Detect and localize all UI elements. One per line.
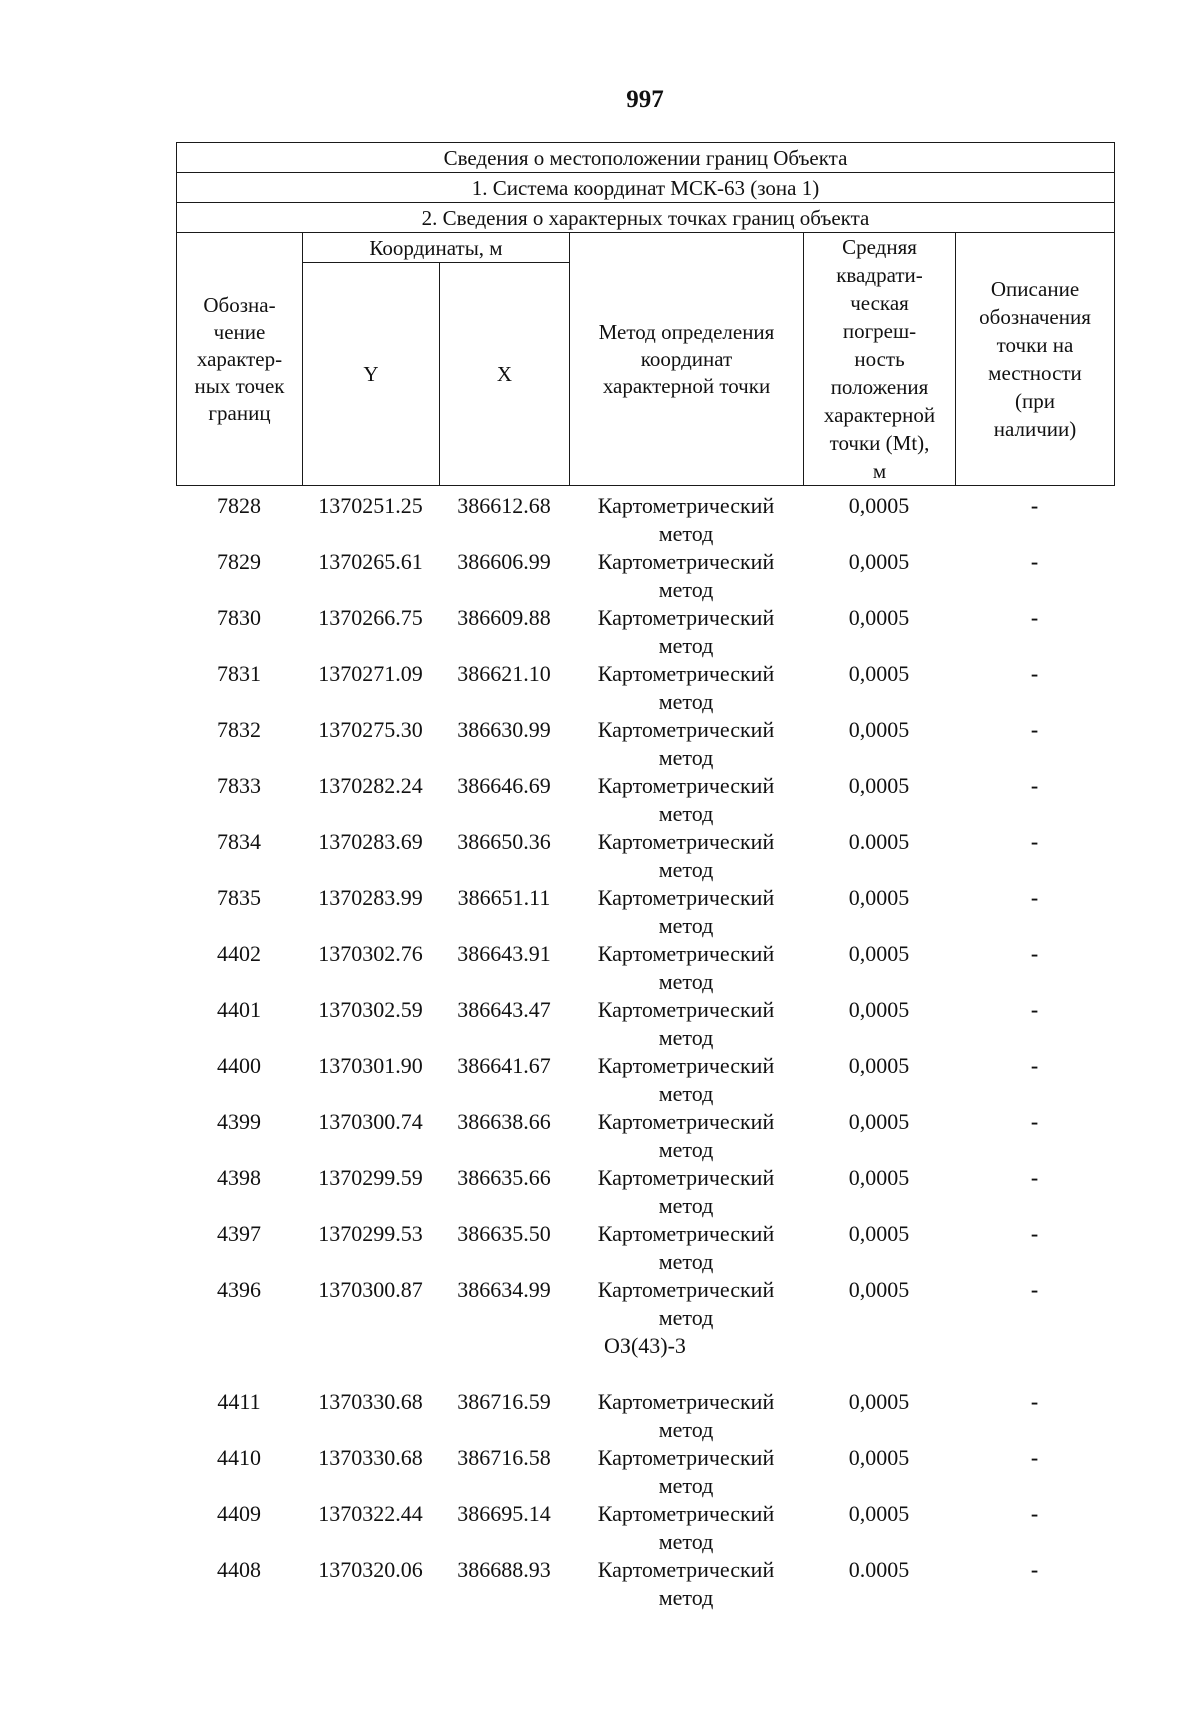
points-table <box>176 492 1114 1612</box>
point-id-cell: 4401 <box>217 997 261 1022</box>
description-cell: - <box>1030 1053 1039 1078</box>
column-header-method: Метод определения координат характерной точки <box>570 233 804 486</box>
method-cell: Картометрический метод <box>597 941 775 994</box>
method-cell: Картометрический метод <box>597 885 775 938</box>
coordinate-x-cell: 386716.59 <box>457 1389 551 1414</box>
table-row <box>176 1276 1114 1332</box>
point-id-cell: 4402 <box>217 941 261 966</box>
point-id-cell: 7832 <box>217 717 261 742</box>
table-row <box>176 1444 1114 1500</box>
coordinate-x-cell: 386621.10 <box>457 661 551 686</box>
point-id-cell: 7834 <box>217 829 261 854</box>
method-cell: Картометрический метод <box>597 493 775 546</box>
table-row <box>176 1108 1114 1164</box>
description-cell: - <box>1030 549 1039 574</box>
coordinate-y-cell: 1370299.59 <box>318 1165 423 1190</box>
method-cell: Картометрический метод <box>597 661 775 714</box>
coordinate-x-cell: 386612.68 <box>457 493 551 518</box>
page-number: 997 <box>626 86 664 113</box>
method-cell: Картометрический метод <box>597 829 775 882</box>
coordinate-x-cell: 386643.91 <box>457 941 551 966</box>
coordinate-x-cell: 386609.88 <box>457 605 551 630</box>
description-cell: - <box>1030 885 1039 910</box>
point-id-cell: 4411 <box>217 1389 261 1414</box>
table-row <box>176 716 1114 772</box>
method-cell: Картометрический метод <box>597 1277 775 1330</box>
coordinate-y-cell: 1370322.44 <box>318 1501 423 1526</box>
table-title: Сведения о местоположении границ Объекта <box>177 143 1115 173</box>
description-cell: - <box>1030 941 1039 966</box>
coordinate-x-cell: 386646.69 <box>457 773 551 798</box>
coordinate-x-cell: 386716.58 <box>457 1445 551 1470</box>
method-cell: Картометрический метод <box>597 1165 775 1218</box>
coordinate-y-cell: 1370330.68 <box>318 1445 423 1470</box>
coordinate-y-cell: 1370299.53 <box>318 1221 423 1246</box>
error-cell: 0,0005 <box>848 493 910 518</box>
table-row <box>176 660 1114 716</box>
point-id-cell: 7833 <box>217 773 261 798</box>
coordinate-x-cell: 386650.36 <box>457 829 551 854</box>
table-row <box>176 1388 1114 1444</box>
method-cell: Картометрический метод <box>597 1389 775 1442</box>
coordinate-x-cell: 386635.66 <box>457 1165 551 1190</box>
point-id-cell: 4410 <box>217 1445 261 1470</box>
error-cell: 0,0005 <box>848 885 910 910</box>
coordinate-y-cell: 1370251.25 <box>318 493 423 518</box>
coordinate-y-cell: 1370300.74 <box>318 1109 423 1134</box>
error-cell: 0,0005 <box>848 1109 910 1134</box>
column-header-description: Описание обозначения точки на местности (при наличии) <box>956 233 1115 486</box>
point-id-cell: 4400 <box>217 1053 261 1078</box>
column-header-y: Y <box>303 263 440 486</box>
coordinate-x-cell: 386688.93 <box>457 1557 551 1582</box>
coordinate-y-cell: 1370300.87 <box>318 1277 423 1302</box>
point-id-cell: 7835 <box>217 885 261 910</box>
error-cell: 0,0005 <box>848 1445 910 1470</box>
method-cell: Картометрический метод <box>597 549 775 602</box>
point-id-cell: 4408 <box>217 1557 261 1582</box>
method-cell: Картометрический метод <box>597 717 775 770</box>
description-cell: - <box>1030 661 1039 686</box>
method-cell: Картометрический метод <box>597 1557 775 1610</box>
points-body <box>176 492 1114 1612</box>
error-cell: 0,0005 <box>848 1053 910 1078</box>
table-row <box>176 940 1114 996</box>
coordinate-x-cell: 386695.14 <box>457 1501 551 1526</box>
point-id-cell: 4397 <box>217 1221 261 1246</box>
coordinate-y-cell: 1370283.99 <box>318 885 423 910</box>
method-cell: Картометрический метод <box>597 605 775 658</box>
description-cell: - <box>1030 1389 1039 1414</box>
error-cell: 0,0005 <box>848 549 910 574</box>
point-id-cell: 7828 <box>217 493 261 518</box>
column-header-x: X <box>440 263 570 486</box>
method-cell: Картометрический метод <box>597 773 775 826</box>
section-row <box>176 1332 1114 1388</box>
table-row <box>176 1500 1114 1556</box>
section-title: 2. Сведения о характерных точках границ объекта <box>177 203 1115 233</box>
coordinate-y-cell: 1370302.76 <box>318 941 423 966</box>
description-cell: - <box>1030 1277 1039 1302</box>
coordinate-y-cell: 1370271.09 <box>318 661 423 686</box>
error-cell: 0,0005 <box>848 717 910 742</box>
column-header-designation: Обозна- чение характер- ных точек границ <box>177 233 303 486</box>
coordinate-x-cell: 386641.67 <box>457 1053 551 1078</box>
coordinate-x-cell: 386634.99 <box>457 1277 551 1302</box>
coordinate-y-cell: 1370330.68 <box>318 1389 423 1414</box>
method-cell: Картометрический метод <box>597 1445 775 1498</box>
column-header-error: Средняя квадрати- ческая погреш- ность положения характерной точки (Mt), м <box>804 233 956 486</box>
coordinate-y-cell: 1370301.90 <box>318 1053 423 1078</box>
coordinate-y-cell: 1370302.59 <box>318 997 423 1022</box>
error-cell: 0,0005 <box>848 1165 910 1190</box>
error-cell: 0,0005 <box>848 1389 910 1414</box>
coordinate-y-cell: 1370265.61 <box>318 549 423 574</box>
description-cell: - <box>1030 1109 1039 1134</box>
description-cell: - <box>1030 997 1039 1022</box>
error-cell: 0,0005 <box>848 661 910 686</box>
point-id-cell: 4398 <box>217 1165 261 1190</box>
error-cell: 0,0005 <box>848 1221 910 1246</box>
table-row <box>176 772 1114 828</box>
table-row <box>176 996 1114 1052</box>
point-id-cell: 4396 <box>217 1277 261 1302</box>
description-cell: - <box>1030 1501 1039 1526</box>
coordinate-x-cell: 386638.66 <box>457 1109 551 1134</box>
method-cell: Картометрический метод <box>597 997 775 1050</box>
error-cell: 0,0005 <box>848 605 910 630</box>
coordinate-x-cell: 386630.99 <box>457 717 551 742</box>
header-table <box>176 142 1115 486</box>
error-cell: 0,0005 <box>848 773 910 798</box>
coordinate-y-cell: 1370283.69 <box>318 829 423 854</box>
table-row <box>176 1556 1114 1612</box>
description-cell: - <box>1030 493 1039 518</box>
error-cell: 0,0005 <box>848 1277 910 1302</box>
point-id-cell: 4399 <box>217 1109 261 1134</box>
error-cell: 0,0005 <box>848 941 910 966</box>
table-row <box>176 884 1114 940</box>
table-row <box>176 604 1114 660</box>
point-id-cell: 4409 <box>217 1501 261 1526</box>
column-header-coordinates: Координаты, м <box>303 233 570 263</box>
coordinate-y-cell: 1370320.06 <box>318 1557 423 1582</box>
error-cell: 0,0005 <box>848 1501 910 1526</box>
table-row <box>176 492 1114 548</box>
coordinate-x-cell: 386651.11 <box>457 885 551 910</box>
coordinate-system: 1. Система координат МСК-63 (зона 1) <box>177 173 1115 203</box>
point-id-cell: 7829 <box>217 549 261 574</box>
table-row <box>176 1220 1114 1276</box>
coordinate-y-cell: 1370266.75 <box>318 605 423 630</box>
table-row <box>176 548 1114 604</box>
point-id-cell: 7830 <box>217 605 261 630</box>
table-row <box>176 1164 1114 1220</box>
table-row <box>176 1052 1114 1108</box>
coordinate-x-cell: 386606.99 <box>457 549 551 574</box>
coordinate-x-cell: 386643.47 <box>457 997 551 1022</box>
error-cell: 0.0005 <box>848 829 910 854</box>
point-id-cell: 7831 <box>217 661 261 686</box>
coordinate-y-cell: 1370282.24 <box>318 773 423 798</box>
method-cell: Картометрический метод <box>597 1221 775 1274</box>
error-cell: 0.0005 <box>848 1557 910 1582</box>
description-cell: - <box>1030 1557 1039 1582</box>
description-cell: - <box>1030 829 1039 854</box>
description-cell: - <box>1030 717 1039 742</box>
error-cell: 0,0005 <box>848 997 910 1022</box>
method-cell: Картометрический метод <box>597 1501 775 1554</box>
description-cell: - <box>1030 1165 1039 1190</box>
table-row <box>176 828 1114 884</box>
description-cell: - <box>1030 1445 1039 1470</box>
method-cell: Картометрический метод <box>597 1109 775 1162</box>
description-cell: - <box>1030 773 1039 798</box>
section-label: ОЗ(43)-3 <box>604 1333 686 1358</box>
description-cell: - <box>1030 605 1039 630</box>
description-cell: - <box>1030 1221 1039 1246</box>
coordinate-y-cell: 1370275.30 <box>318 717 423 742</box>
method-cell: Картометрический метод <box>597 1053 775 1106</box>
coordinate-x-cell: 386635.50 <box>457 1221 551 1246</box>
